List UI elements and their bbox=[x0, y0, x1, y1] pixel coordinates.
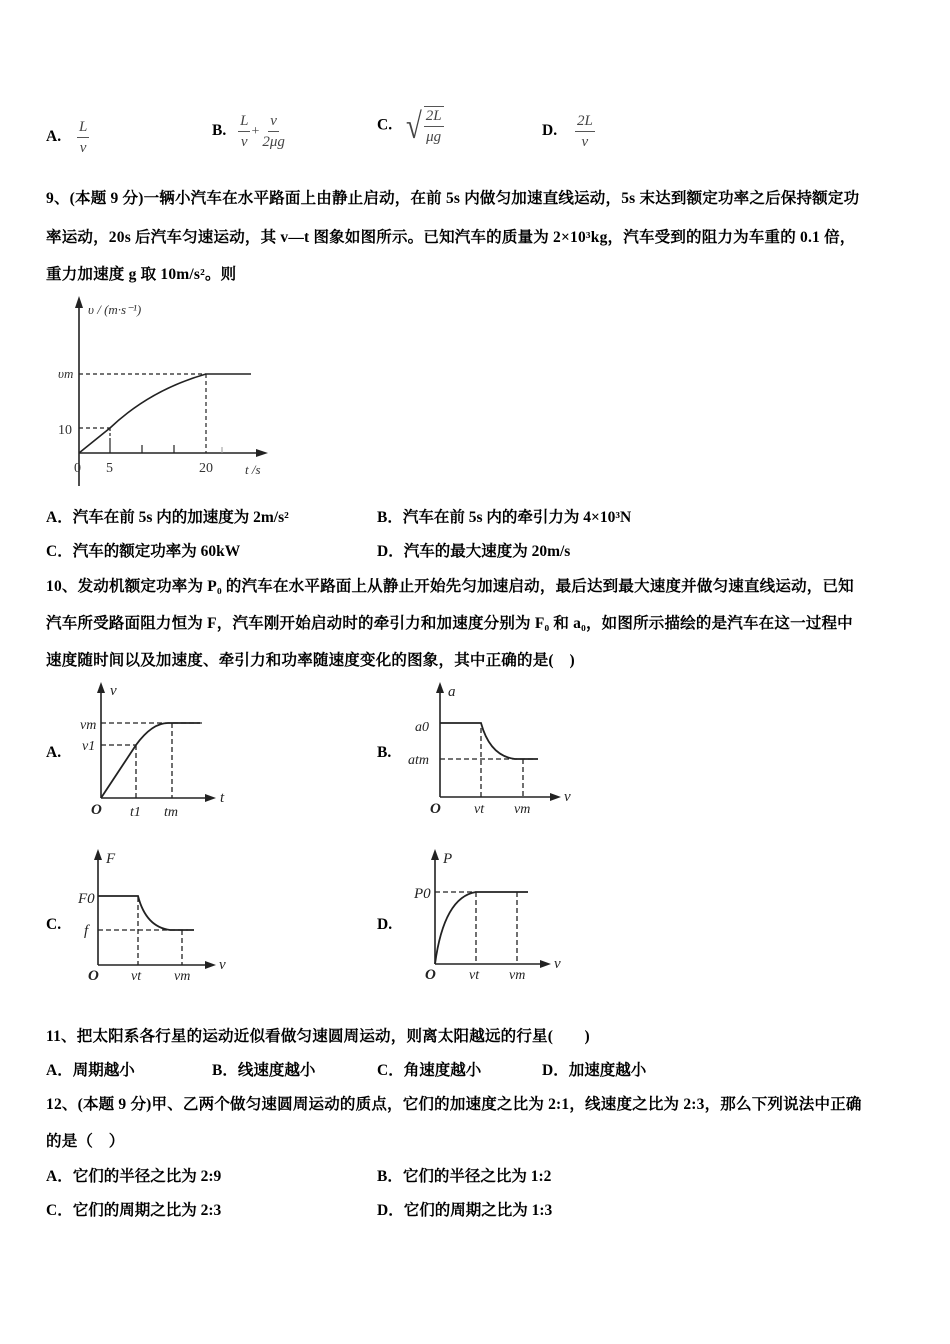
x-tick-label: tm bbox=[164, 805, 178, 820]
x-tick-label: vm bbox=[509, 968, 526, 983]
q8-option-c bbox=[377, 106, 444, 146]
numerator: L bbox=[238, 112, 250, 132]
fraction bbox=[424, 107, 444, 146]
denominator: v bbox=[79, 140, 87, 156]
question-text-line: 10、发动机额定功率为 P₀ 的汽车在水平路面上从静止开始先匀加速启动，最后达到最大速度并做匀速直线运动，已知 bbox=[46, 578, 854, 595]
x-tick-label: 20 bbox=[199, 461, 213, 476]
numerator: L bbox=[77, 118, 89, 138]
origin-label: O bbox=[430, 801, 441, 817]
option-label: A． bbox=[46, 1168, 73, 1185]
option-label: B． bbox=[377, 1168, 403, 1185]
option-label: A． bbox=[46, 1062, 73, 1079]
option-label: B． bbox=[212, 1062, 238, 1079]
x-tick-label: 0 bbox=[74, 461, 81, 476]
fraction bbox=[238, 112, 250, 151]
option-label: C. bbox=[377, 116, 393, 134]
q12-option-a bbox=[46, 1164, 221, 1186]
denominator: 2μg bbox=[262, 134, 285, 150]
option-label: C． bbox=[46, 543, 73, 560]
option-label: D． bbox=[377, 1202, 404, 1219]
graph-c-label: C. bbox=[46, 916, 62, 933]
y-tick-label: v1 bbox=[82, 739, 96, 754]
x-tick-label: vm bbox=[174, 969, 191, 984]
q9-option-c bbox=[46, 539, 240, 561]
option-label: B. bbox=[212, 122, 227, 140]
option-text: 汽车在前 5s 内的加速度为 2m/s² bbox=[72, 509, 289, 526]
x-tick-label: vt bbox=[131, 969, 142, 984]
x-tick-label: vt bbox=[474, 802, 485, 817]
x-tick-label: t1 bbox=[130, 805, 141, 820]
arrow-right-icon bbox=[256, 449, 268, 457]
arrow-up-icon bbox=[75, 296, 83, 308]
option-text: 汽车的额定功率为 60kW bbox=[72, 543, 241, 560]
option-label: D． bbox=[377, 543, 404, 560]
x-axis-label: t bbox=[220, 790, 225, 806]
question-text-line: 重力加速度 g 取 10m/s²。则 bbox=[46, 266, 237, 283]
x-tick-label: 5 bbox=[106, 461, 113, 476]
option-text: 线速度越小 bbox=[237, 1062, 316, 1079]
y-tick-label: F0 bbox=[78, 891, 95, 907]
origin-label: O bbox=[91, 802, 102, 818]
q12-option-c bbox=[46, 1198, 221, 1220]
q9-option-b bbox=[377, 505, 631, 527]
option-text: 加速度越小 bbox=[568, 1062, 647, 1079]
option-label: B． bbox=[377, 509, 403, 526]
numerator: 2L bbox=[424, 107, 444, 127]
arrow-right-icon bbox=[205, 794, 216, 802]
option-label: D. bbox=[542, 122, 558, 140]
arrow-right-icon bbox=[550, 793, 561, 801]
graph-a-label: A. bbox=[46, 744, 62, 761]
vt-graph bbox=[40, 290, 280, 490]
option-text: 它们的周期之比为 1:3 bbox=[403, 1202, 553, 1219]
x-tick-label: vm bbox=[514, 802, 531, 817]
option-label: C． bbox=[46, 1202, 73, 1219]
q9-option-d bbox=[377, 539, 570, 561]
question-text-line: 11、把太阳系各行星的运动近似看做匀速圆周运动，则离太阳越远的行星( ) bbox=[46, 1028, 590, 1045]
graph-d-label: D. bbox=[377, 916, 393, 933]
graph-b-av bbox=[400, 678, 580, 823]
q9-option-a bbox=[46, 505, 289, 527]
option-text: 角速度越小 bbox=[403, 1062, 482, 1079]
option-text: 汽车的最大速度为 20m/s bbox=[403, 543, 571, 560]
q8-option-d bbox=[542, 112, 595, 151]
x-axis-label: v bbox=[564, 789, 571, 805]
arrow-up-icon bbox=[94, 849, 102, 860]
q8-option-a bbox=[46, 118, 89, 157]
graph-c-fv bbox=[70, 845, 240, 990]
y-tick-label: f bbox=[84, 923, 89, 939]
q11-option-c bbox=[377, 1058, 481, 1080]
y-tick-label: 10 bbox=[58, 423, 72, 438]
arrow-right-icon bbox=[205, 961, 216, 969]
fraction bbox=[260, 112, 287, 151]
x-axis-label: v bbox=[219, 957, 226, 973]
q11-option-d bbox=[542, 1058, 646, 1080]
graph-b-label: B. bbox=[377, 744, 392, 761]
q12-option-d bbox=[377, 1198, 552, 1220]
option-label: A. bbox=[46, 128, 62, 146]
x-tick-label: vt bbox=[469, 968, 480, 983]
question-text-line: 率运动，20s 后汽车匀速运动，其 v—t 图象如图所示。已知汽车的质量为 2×10³kg，汽车受到的阻力为车重的 0.1 倍， bbox=[46, 229, 856, 246]
arrow-right-icon bbox=[540, 960, 551, 968]
denominator: v bbox=[240, 134, 248, 150]
origin-label: O bbox=[88, 968, 99, 984]
option-text: 它们的周期之比为 2:3 bbox=[72, 1202, 222, 1219]
option-text: 它们的半径之比为 1:2 bbox=[402, 1168, 552, 1185]
question-text-line: 速度随时间以及加速度、牵引力和功率随速度变化的图象，其中正确的是( ) bbox=[46, 652, 575, 669]
q11-option-b bbox=[212, 1058, 315, 1080]
option-text: 周期越小 bbox=[72, 1062, 135, 1079]
fraction bbox=[77, 118, 89, 157]
option-label: A． bbox=[46, 509, 73, 526]
option-label: C． bbox=[377, 1062, 404, 1079]
question-text-line: 汽车所受路面阻力恒为 F，汽车刚开始启动时的牵引力和加速度分别为 F₀ 和 a₀，如图所示描绘的是汽车在这一过程中 bbox=[46, 615, 853, 632]
y-axis-label: F bbox=[106, 851, 116, 867]
y-axis-label: υ / (m·s⁻¹) bbox=[88, 302, 142, 317]
question-text-line: 12、(本题 9 分)甲、乙两个做匀速圆周运动的质点，它们的加速度之比为 2:1，线速度之比为 2:3，那么下列说法中正确 bbox=[46, 1096, 862, 1113]
option-label: D． bbox=[542, 1062, 569, 1079]
numerator: 2L bbox=[575, 112, 595, 132]
denominator: μg bbox=[426, 129, 442, 145]
x-axis-label: v bbox=[554, 956, 561, 972]
arrow-up-icon bbox=[431, 849, 439, 860]
numerator: v bbox=[268, 112, 279, 132]
y-tick-label: vm bbox=[80, 718, 97, 733]
plus-sign: + bbox=[251, 123, 260, 139]
fraction bbox=[575, 112, 595, 151]
denominator: v bbox=[581, 134, 589, 150]
q8-option-b bbox=[212, 112, 287, 151]
y-tick-label: atm bbox=[408, 753, 429, 768]
y-tick-label: a0 bbox=[415, 720, 429, 735]
option-text: 它们的半径之比为 2:9 bbox=[72, 1168, 222, 1185]
option-text: 汽车在前 5s 内的牵引力为 4×10³N bbox=[402, 509, 632, 526]
arrow-up-icon bbox=[97, 682, 105, 693]
y-axis-label: a bbox=[448, 684, 456, 700]
q11-option-a bbox=[46, 1058, 135, 1080]
origin-label: O bbox=[425, 967, 436, 983]
graph-a-vt bbox=[70, 678, 240, 823]
y-axis-label: P bbox=[443, 851, 453, 867]
x-axis-label: t /s bbox=[245, 462, 261, 477]
question-text-line: 9、(本题 9 分)一辆小汽车在水平路面上由静止启动，在前 5s 内做匀加速直线运动，5s 末达到额定功率之后保持额定功 bbox=[46, 190, 860, 207]
question-text-line: 的是（ ） bbox=[46, 1133, 125, 1150]
radical-sign-icon: √ bbox=[405, 106, 422, 146]
y-tick-label: υm bbox=[58, 366, 74, 381]
arrow-up-icon bbox=[436, 682, 444, 693]
q12-option-b bbox=[377, 1164, 551, 1186]
y-axis-label: v bbox=[110, 683, 117, 699]
y-tick-label: P0 bbox=[414, 886, 431, 902]
graph-d-pv bbox=[400, 845, 580, 990]
square-root bbox=[404, 106, 444, 146]
